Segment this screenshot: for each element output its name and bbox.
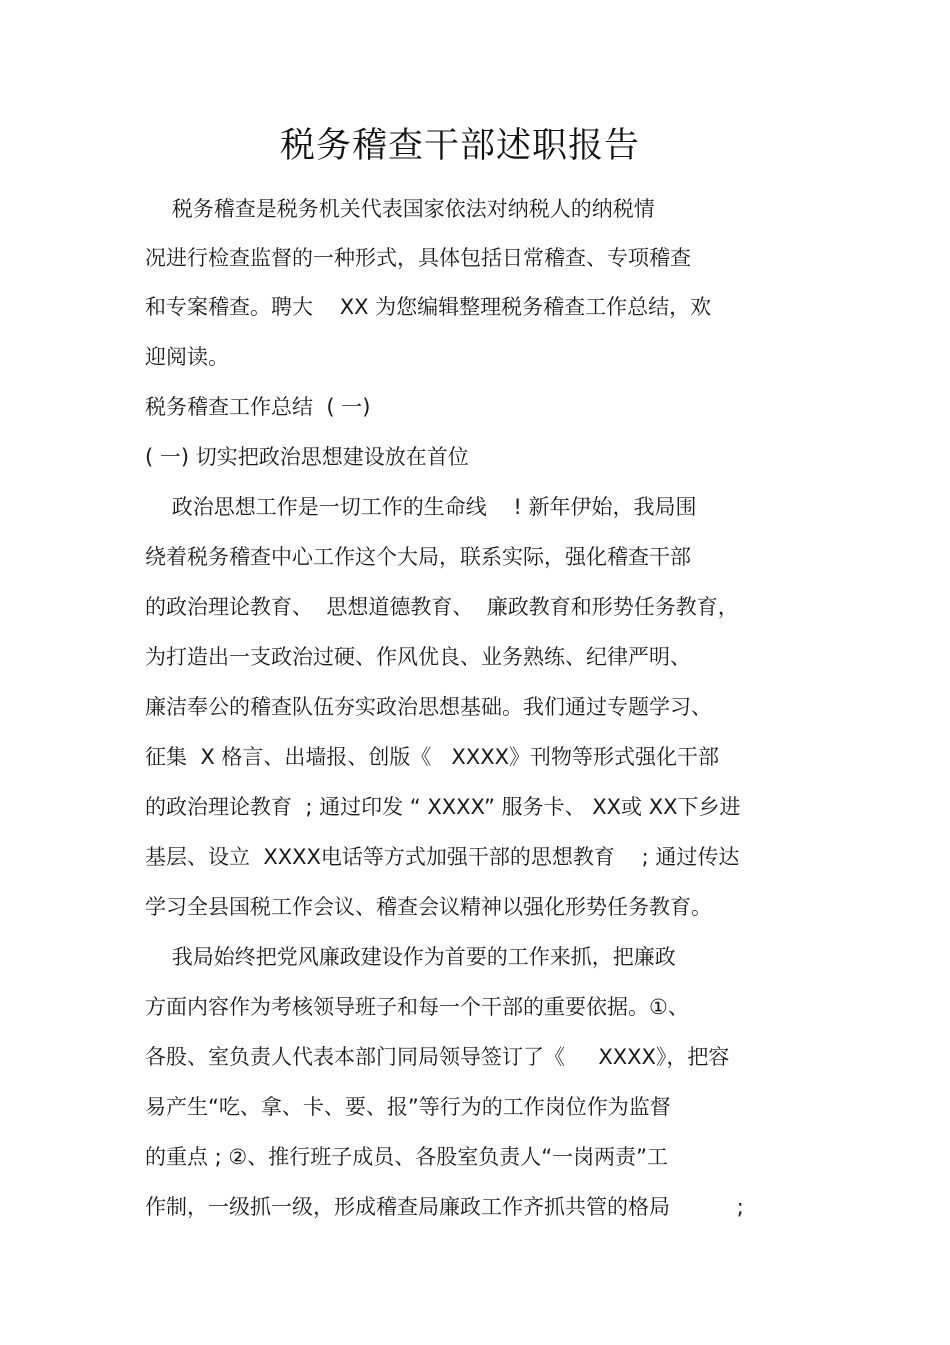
text-line: 和专案稽查。聘大 XX 为您编辑整理税务稽查工作总结，欢 (145, 295, 712, 319)
text-line: 的重点 ; ②、推行班子成员、各股室负责人“一岗两责”工 (145, 1145, 669, 1169)
text-line: 易产生“吃、拿、卡、要、报”等行为的工作岗位作为监督 (145, 1095, 671, 1119)
text-line: 况进行检查监督的一种形式，具体包括日常稽查、专项稽查 (145, 246, 691, 270)
section-heading: 税务稽查工作总结 ( 一) (145, 395, 371, 419)
text-line: 税务稽查是税务机关代表国家依法对纳税人的纳税情 (145, 197, 655, 221)
text-line: 征集 X 格言、出墙报、创版《 XXXX》刊物等形式强化干部 (145, 745, 719, 769)
document-title: 税务稽查干部述职报告 (279, 126, 640, 166)
text-line: 为打造出一支政治过硬、作风优良、业务熟练、纪律严明、 (145, 645, 691, 669)
text-line: 绕着税务稽查中心工作这个大局，联系实际，强化稽查干部 (145, 545, 691, 569)
text-line: 政治思想工作是一切工作的生命线 ! 新年伊始，我局围 (145, 495, 697, 519)
text-line: 廉洁奉公的稽查队伍夯实政治思想基础。我们通过专题学习、 (145, 695, 712, 719)
text-line: 迎阅读。 (145, 345, 229, 369)
text-line: 我局始终把党风廉政建设作为首要的工作来抓，把廉政 (145, 945, 676, 969)
text-line: 作制，一级抓一级，形成稽查局廉政工作齐抓共管的格局 ; (145, 1195, 744, 1219)
text-line: 方面内容作为考核领导班子和每一个干部的重要依据。①、 (145, 995, 689, 1019)
text-line: 学习全县国税工作会议、稽查会议精神以强化形势任务教育。 (145, 895, 712, 919)
text-line: 各股、室负责人代表本部门同局领导签订了《 XXXX》，把容 (145, 1045, 730, 1069)
text-line: 的政治理论教育 ; 通过印发 “ XXXX” 服务卡、 XX或 XX下乡进 (145, 795, 741, 819)
text-line: 基层、设立 XXXX电话等方式加强干部的思想教育 ; 通过传达 (145, 845, 740, 869)
text-line: 的政治理论教育、 思想道德教育、 廉政教育和形势任务教育， (145, 595, 739, 619)
subsection-heading: ( 一) 切实把政治思想建设放在首位 (145, 445, 469, 469)
